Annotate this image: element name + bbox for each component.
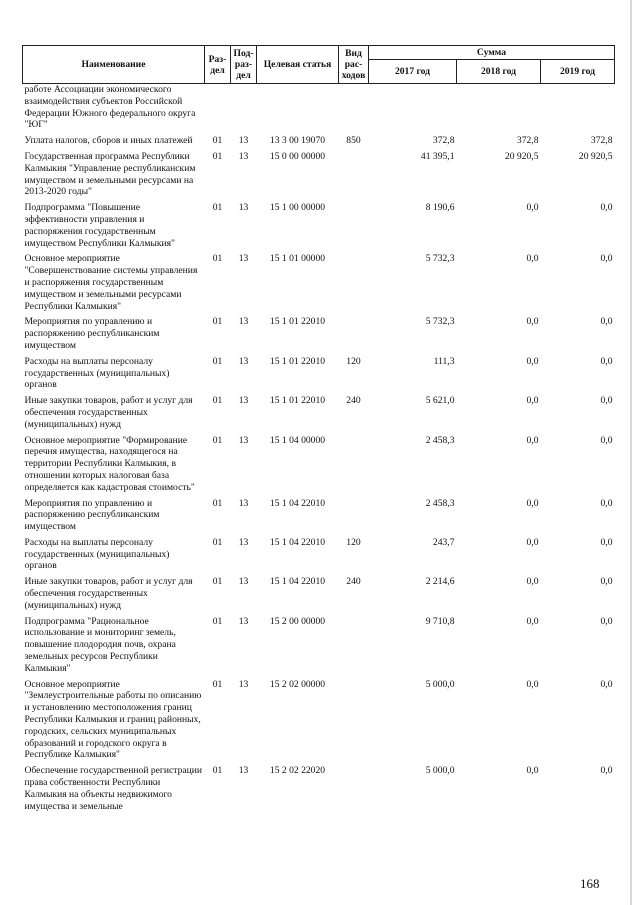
row-name: Основное мероприятие "Совершенствование системы управления и распоряжения государственным имуществом и земельными ресурсами Республики Калмыкия" <box>24 253 198 312</box>
row-sum-2018: 0,0 <box>526 576 539 588</box>
row-podrazdel: 13 <box>238 316 249 328</box>
row-razdel: 01 <box>212 576 223 588</box>
header-podrazdel: Под- раз- дел <box>231 46 257 84</box>
row-razdel: 01 <box>212 202 223 214</box>
row-razdel: 01 <box>212 536 223 548</box>
row-podrazdel: 13 <box>238 678 249 690</box>
row-podrazdel: 13 <box>238 497 249 509</box>
row-sum-2018: 0,0 <box>526 434 539 446</box>
row-razdel: 01 <box>212 615 223 627</box>
row-sum-2019: 0,0 <box>600 395 613 407</box>
row-razdel: 01 <box>212 395 223 407</box>
row-vid: 120 <box>346 536 361 548</box>
row-name: Подпрограмма "Повышение эффективности управления и распоряжения государственным имуществом Республики Калмыкия" <box>24 202 175 249</box>
table-row <box>23 253 615 316</box>
row-sum-2019: 0,0 <box>600 497 613 509</box>
row-vid <box>339 679 369 766</box>
row-sum-2017: 8 190,6 <box>425 202 455 214</box>
row-sum-2017: 9 710,8 <box>425 615 455 627</box>
row-sum-2018: 20 920,5 <box>504 150 539 162</box>
row-name: Обеспечение государственной регистрации права собственности Республики Калмыкия на объекты недвижимого имущества и земельные <box>24 765 203 812</box>
row-podrazdel: 13 <box>238 615 249 627</box>
row-target: 15 1 04 22010 <box>269 576 326 588</box>
table-row <box>23 435 615 498</box>
table-row <box>23 576 615 615</box>
row-sum-2017 <box>369 84 457 136</box>
row-vid: 120 <box>346 355 361 367</box>
table-row <box>23 202 615 253</box>
row-sum-2019: 0,0 <box>600 536 613 548</box>
table-row <box>23 356 615 395</box>
row-podrazdel: 13 <box>238 355 249 367</box>
row-name: Мероприятия по управлению и распоряжению республиканским имуществом <box>24 497 160 533</box>
row-razdel: 01 <box>212 150 223 162</box>
row-sum-2019: 0,0 <box>600 355 613 367</box>
table-row <box>23 395 615 434</box>
header-vid: Вид рас- ходов <box>339 46 369 84</box>
row-sum-2018: 0,0 <box>526 536 539 548</box>
row-vid <box>339 765 369 816</box>
row-name: Основное мероприятие "Формирование перечня имущества, находящегося на территории Республики Калмыкия, в отношении которых налоговая база определяется как кадастровая стоимость" <box>24 434 195 493</box>
row-razdel: 01 <box>212 497 223 509</box>
row-razdel: 01 <box>212 678 223 690</box>
table-body <box>23 84 615 817</box>
row-sum-2018: 0,0 <box>526 355 539 367</box>
row-target: 15 1 01 22010 <box>269 355 326 367</box>
row-razdel: 01 <box>212 253 223 265</box>
header-2018: 2018 год <box>457 60 541 84</box>
row-sum-2018: 0,0 <box>526 395 539 407</box>
row-sum-2019: 0,0 <box>600 678 613 690</box>
row-sum-2017: 243,7 <box>432 536 455 548</box>
row-vid: 240 <box>346 576 361 588</box>
row-sum-2017: 5 000,0 <box>425 765 455 777</box>
row-vid <box>339 151 369 202</box>
row-sum-2019: 0,0 <box>600 316 613 328</box>
row-target: 15 1 00 00000 <box>269 202 326 214</box>
table-row <box>23 537 615 576</box>
row-vid <box>339 616 369 679</box>
row-vid: 850 <box>346 135 361 147</box>
row-sum-2018: 0,0 <box>526 497 539 509</box>
row-vid: 240 <box>346 395 361 407</box>
row-vid <box>339 435 369 498</box>
header-2019: 2019 год <box>541 60 615 84</box>
row-target: 15 1 04 22010 <box>269 497 326 509</box>
header-sum: Сумма <box>369 46 615 60</box>
row-name: Иные закупки товаров, работ и услуг для обеспечения государственных (муниципальных) нужд <box>24 395 193 430</box>
table-row <box>23 151 615 202</box>
table-header <box>23 46 615 84</box>
row-sum-2017: 2 458,3 <box>425 497 455 509</box>
row-name: Уплата налогов, сборов и иных платежей <box>24 135 193 147</box>
header-2017: 2017 год <box>369 60 457 84</box>
row-sum-2018: 0,0 <box>526 316 539 328</box>
table-row <box>23 765 615 816</box>
row-sum-2018: 0,0 <box>526 678 539 690</box>
row-sum-2017: 41 395,1 <box>420 150 455 162</box>
row-sum-2018 <box>457 84 541 136</box>
row-target: 15 2 02 00000 <box>269 678 326 690</box>
row-sum-2019: 0,0 <box>600 576 613 588</box>
row-sum-2019: 0,0 <box>600 202 613 214</box>
row-vid <box>339 498 369 537</box>
page-number: 168 <box>580 876 600 891</box>
row-sum-2017: 2 458,3 <box>425 434 455 446</box>
budget-table <box>22 45 615 816</box>
row-podrazdel: 13 <box>238 135 249 147</box>
row-sum-2017: 5 621,0 <box>425 395 455 407</box>
row-target: 15 1 01 22010 <box>269 316 326 328</box>
row-razdel: 01 <box>212 135 223 147</box>
row-razdel: 01 <box>212 355 223 367</box>
row-vid <box>339 316 369 355</box>
table-row <box>23 616 615 679</box>
row-podrazdel: 13 <box>238 765 249 777</box>
row-podrazdel: 13 <box>238 395 249 407</box>
row-sum-2019: 372,8 <box>590 135 613 147</box>
row-sum-2018: 0,0 <box>526 615 539 627</box>
row-sum-2019: 20 920,5 <box>578 150 613 162</box>
row-target <box>257 84 339 136</box>
row-sum-2019: 0,0 <box>600 253 613 265</box>
row-target: 15 1 04 22010 <box>269 536 326 548</box>
row-sum-2017: 5 732,3 <box>425 316 455 328</box>
row-target: 15 1 01 00000 <box>269 253 326 265</box>
row-podrazdel: 13 <box>238 202 249 214</box>
row-name: Мероприятия по управлению и распоряжению республиканским имуществом <box>24 316 160 351</box>
row-name: Расходы на выплаты персоналу государственных (муниципальных) органов <box>24 355 170 391</box>
row-name: Государственная программа Республики Калмыкия "Управление республиканским имуществом и земельными ресурсами на 2013-2020 годы" <box>24 150 196 198</box>
header-name: Наименование <box>23 46 205 84</box>
row-podrazdel <box>231 84 257 136</box>
table-row <box>23 316 615 355</box>
row-podrazdel: 13 <box>238 150 249 162</box>
row-sum-2019: 0,0 <box>600 765 613 777</box>
row-razdel: 01 <box>212 434 223 446</box>
row-razdel: 01 <box>212 765 223 777</box>
row-podrazdel: 13 <box>238 434 249 446</box>
row-name: работе Ассоциации экономического взаимодействия субъектов Российской Федерации Южного федерального округа "ЮГ" <box>24 84 196 131</box>
row-sum-2018: 0,0 <box>526 765 539 777</box>
row-razdel: 01 <box>212 316 223 328</box>
row-target: 15 1 01 22010 <box>269 395 326 407</box>
row-sum-2017: 372,8 <box>432 135 455 147</box>
row-target: 15 2 00 00000 <box>269 615 326 627</box>
table-row <box>23 498 615 537</box>
row-vid <box>339 202 369 253</box>
row-sum-2017: 5 732,3 <box>425 253 455 265</box>
row-sum-2019: 0,0 <box>600 434 613 446</box>
row-sum-2018: 372,8 <box>516 135 539 147</box>
page-edge <box>630 0 632 905</box>
row-name: Подпрограмма "Рациональное использование и мониторинг земель, повышение плодородия почв, охрана земельных ресурсов Республики Калмыкия" <box>24 615 176 674</box>
row-sum-2019: 0,0 <box>600 615 613 627</box>
row-vid <box>339 253 369 316</box>
row-sum-2017: 2 214,6 <box>425 576 455 588</box>
row-sum-2019 <box>541 84 615 136</box>
row-podrazdel: 13 <box>238 253 249 265</box>
row-name: Иные закупки товаров, работ и услуг для обеспечения государственных (муниципальных) нужд <box>24 576 193 611</box>
row-target: 15 0 00 00000 <box>269 150 326 162</box>
header-razdel: Раз- дел <box>205 46 231 84</box>
table-row <box>23 84 615 136</box>
table-row <box>23 135 615 151</box>
document-page <box>22 45 614 816</box>
row-name: Расходы на выплаты персоналу государственных (муниципальных) органов <box>24 536 170 572</box>
row-target: 15 2 02 22020 <box>269 765 326 777</box>
row-sum-2017: 111,3 <box>433 355 455 367</box>
row-vid <box>339 84 369 136</box>
row-target: 15 1 04 00000 <box>269 434 326 446</box>
row-target: 13 3 00 19070 <box>269 135 326 147</box>
row-sum-2017: 5 000,0 <box>425 678 455 690</box>
row-sum-2018: 0,0 <box>526 202 539 214</box>
row-razdel <box>205 84 231 136</box>
table-row <box>23 679 615 766</box>
row-podrazdel: 13 <box>238 536 249 548</box>
row-podrazdel: 13 <box>238 576 249 588</box>
header-target: Целевая статья <box>257 46 339 84</box>
row-sum-2018: 0,0 <box>526 253 539 265</box>
row-name: Основное мероприятие "Землеустроительные работы по описанию и установлению местоположения границ Республики Калмыкия и границ районных, городских, сельских муниципальных образований и городского округа в Республике Калмыкия" <box>24 678 202 761</box>
